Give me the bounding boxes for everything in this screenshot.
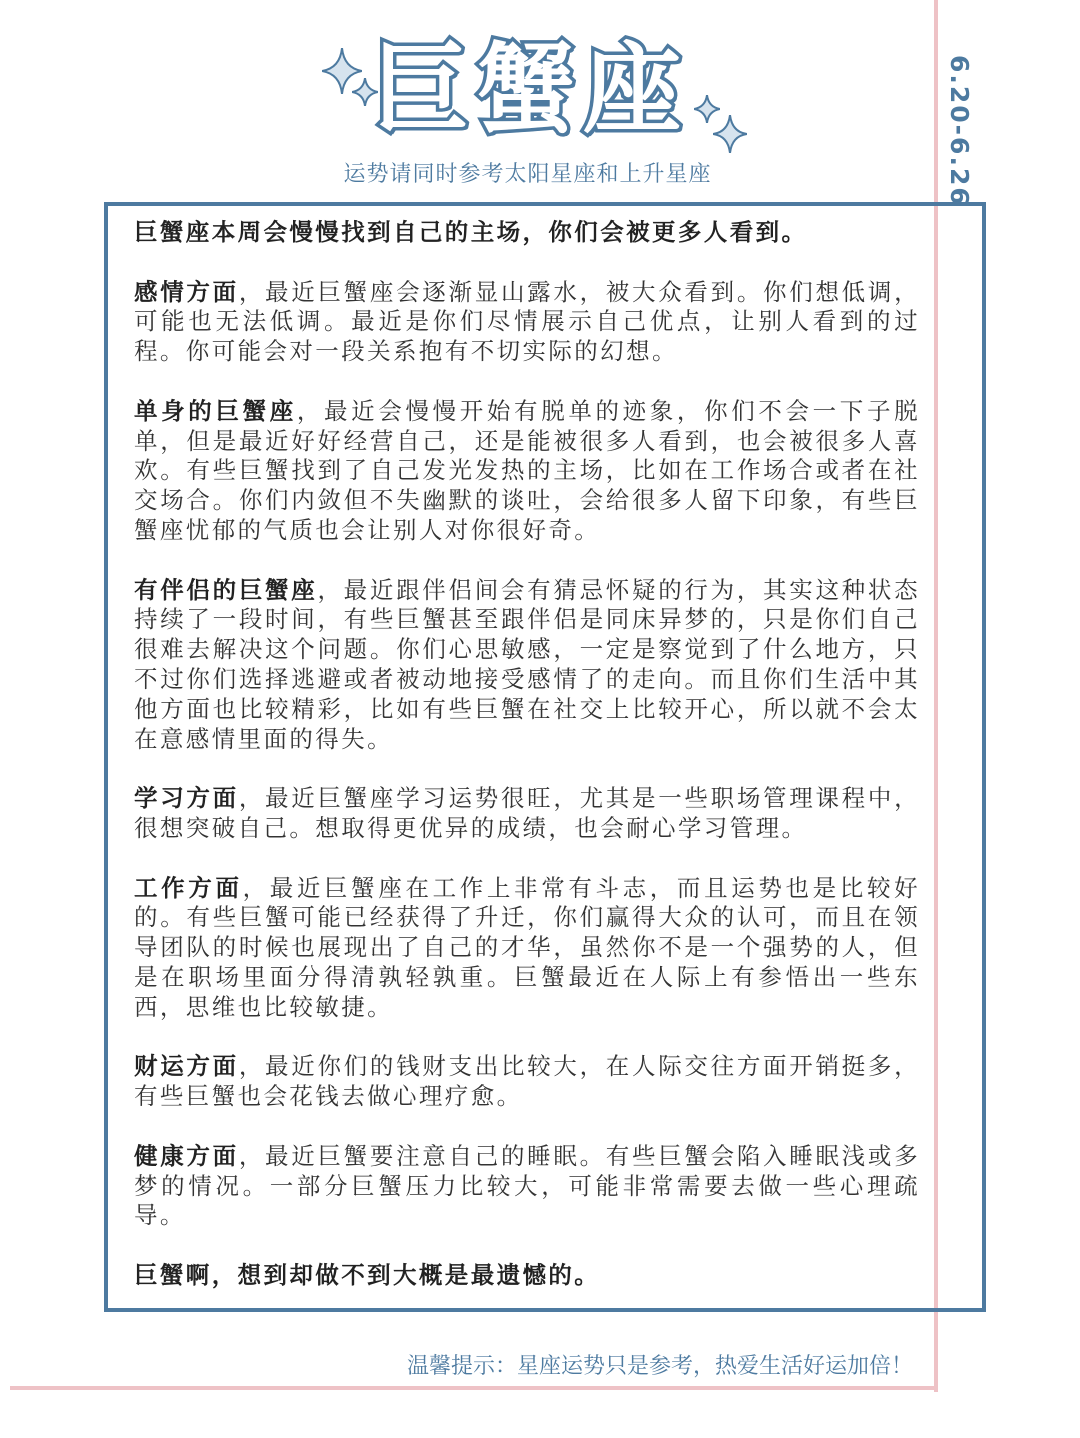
subtitle: 运势请同时参考太阳星座和上升星座 bbox=[343, 162, 712, 187]
section-text: ，最近巨蟹座在工作上非常有斗志，而且运势也是比较好的。有些巨蟹可能已经获得了升迁，你们赢得大众的认可，而且在领导团队的时候也展现出了自己的才华，虽然你不是一个强势的人，但是在职场里面分得清孰轻孰重。巨蟹最近在人际上有参悟出一些东西，思维也比较敏捷。 bbox=[134, 873, 920, 1021]
paragraph-partnered bbox=[134, 576, 920, 755]
section-label: 财运方面 bbox=[134, 1052, 239, 1081]
section-text: ，最近你们的钱财支出比较大，在人际交往方面开销挺多，有些巨蟹也会花钱去做心理疗愈。 bbox=[134, 1052, 920, 1111]
section-label: 有伴侣的巨蟹座 bbox=[134, 575, 318, 604]
paragraph-study bbox=[134, 784, 920, 844]
section-label: 学习方面 bbox=[134, 784, 239, 813]
paragraph-single bbox=[134, 397, 920, 546]
closing-paragraph: 巨蟹啊，想到却做不到大概是最遗憾的。 bbox=[134, 1260, 601, 1289]
section-text: ，最近跟伴侣间会有猜忌怀疑的行为，其实这种状态持续了一段时间，有些巨蟹甚至跟伴侣是同床异梦的，只是你们自己很难去解决这个问题。你们心思敏感，一定是察觉到了什么地方，只不过你们选择逃避或者被动地接受感情了的走向。而且你们生活中其他方面也比较精彩，比如有些巨蟹在社交上比较开心，所以就不会太在意感情里面的得失。 bbox=[134, 575, 920, 753]
section-label: 健康方面 bbox=[134, 1141, 239, 1170]
horoscope-content bbox=[134, 218, 920, 1320]
pink-horizontal-line bbox=[10, 1386, 938, 1390]
section-text: ，最近巨蟹座会逐渐显山露水，被大众看到。你们想低调，可能也无法低调。最近是你们尽情展示自己优点，让别人看到的过程。你可能会对一段关系抱有不切实际的幻想。 bbox=[134, 277, 920, 366]
page-title: 巨蟹座 bbox=[370, 33, 689, 147]
date-range: 6.20-6.26 bbox=[945, 55, 974, 207]
paragraph-love bbox=[134, 278, 920, 367]
section-label: 单身的巨蟹座 bbox=[134, 396, 297, 425]
footer-tip: 温馨提示：星座运势只是参考，热爱生活好运加倍！ bbox=[406, 1354, 913, 1379]
paragraph-wealth bbox=[134, 1052, 920, 1112]
section-text: ，最近巨蟹座学习运势很旺，尤其是一些职场管理课程中，很想突破自己。想取得更优异的成绩，也会耐心学习管理。 bbox=[134, 784, 920, 842]
section-label: 工作方面 bbox=[134, 873, 243, 902]
paragraph-work bbox=[134, 874, 920, 1023]
section-label: 感情方面 bbox=[134, 277, 239, 306]
paragraph-health bbox=[134, 1142, 920, 1231]
section-text: ，最近巨蟹要注意自己的睡眠。有些巨蟹会陷入睡眠浅或多梦的情况。一部分巨蟹压力比较大，可能非常需要去做一些心理疏导。 bbox=[134, 1141, 920, 1230]
lead-paragraph: 巨蟹座本周会慢慢找到自己的主场，你们会被更多人看到。 bbox=[134, 218, 808, 246]
section-text: ，最近会慢慢开始有脱单的迹象，你们不会一下子脱单，但是最近好好经营自己，还是能被很多人看到，也会被很多人喜欢。有些巨蟹找到了自己发光发热的主场，比如在工作场合或者在社交场合。你们内敛但不失幽默的谈吐，会给很多人留下印象，有些巨蟹座忧郁的气质也会让别人对你很好奇。 bbox=[134, 396, 921, 544]
